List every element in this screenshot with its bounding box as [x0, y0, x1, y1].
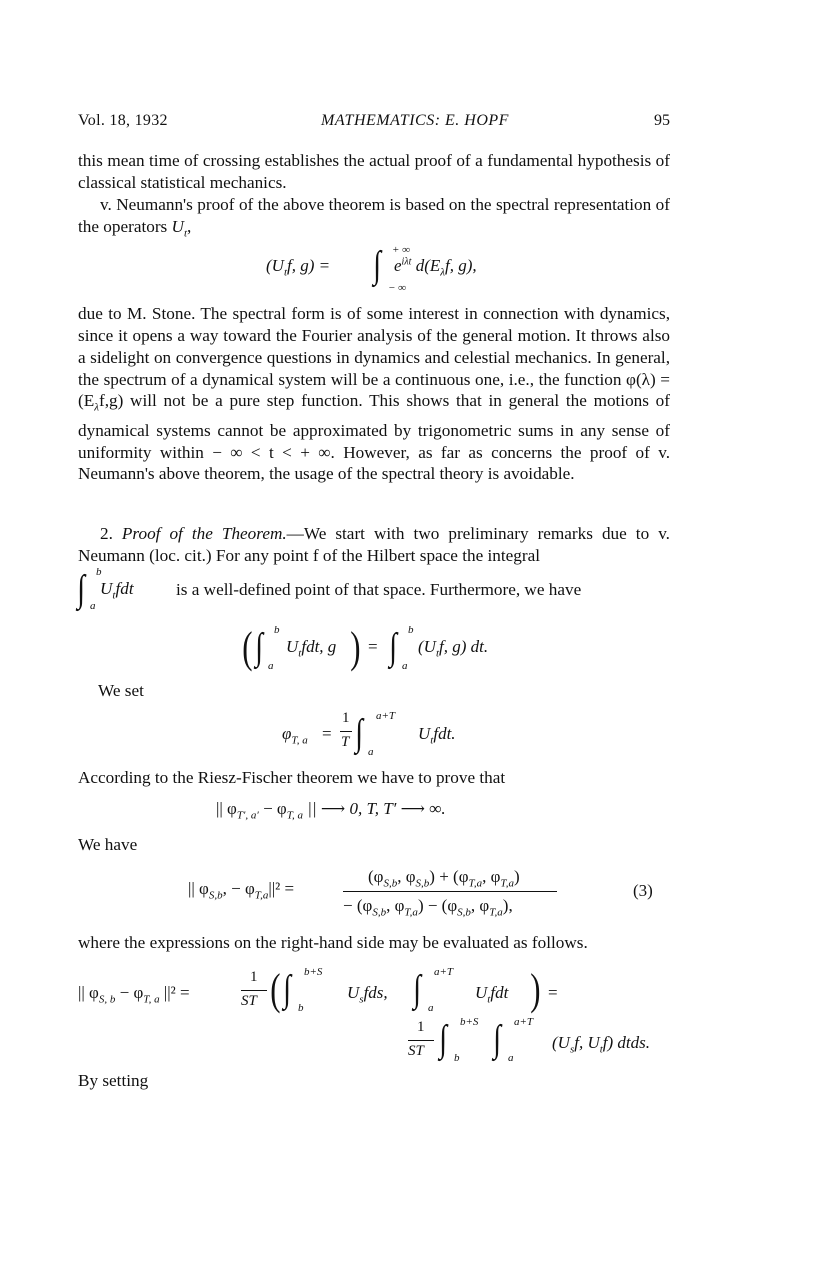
- integral-lower-limit: b: [454, 1052, 460, 1064]
- integral-sign: ∫: [77, 568, 86, 610]
- integral-upper-limit: b: [408, 624, 414, 636]
- paragraph-continuation: [78, 150, 670, 194]
- eq-sub: t: [487, 993, 491, 1006]
- eq-body: U: [475, 983, 488, 1002]
- integral-lower-limit: a: [402, 660, 408, 672]
- eq-sub: T, a: [286, 809, 304, 822]
- equation-number: (3): [633, 881, 653, 900]
- eq-norm: || φ: [216, 799, 237, 818]
- paragraph-text: By setting: [78, 1071, 149, 1090]
- open-paren: (: [270, 965, 281, 1014]
- fraction-numerator: 1: [417, 1019, 425, 1035]
- integral-upper-limit: + ∞: [392, 244, 411, 256]
- header-title: MATHEMATICS: E. HOPF: [321, 112, 509, 129]
- fraction-denominator: T: [341, 734, 350, 750]
- eq-part: − (φ: [343, 896, 373, 915]
- integral-upper-limit: a+T: [514, 1016, 534, 1028]
- integral-upper-limit: a+T: [376, 710, 396, 722]
- eq-sub: λ: [440, 266, 445, 279]
- paragraph-text: where the expressions on the right-hand side may be evaluated as follows.: [78, 933, 588, 952]
- paragraph-stone: [78, 303, 670, 485]
- equation-convergence: [216, 799, 446, 821]
- eq-rest: d(E: [411, 256, 441, 275]
- eq-mid: − φ: [258, 799, 287, 818]
- operator-symbol: U: [171, 216, 184, 236]
- fraction-numerator: 1: [250, 969, 258, 985]
- fraction-bar: [241, 990, 267, 991]
- equation-norm-expansion-top: [368, 867, 520, 889]
- fraction-denominator: ST: [241, 993, 257, 1009]
- eq-sub: t: [599, 1043, 603, 1056]
- paragraph-text: v. Neumann's proof of the above theorem is based on the spectral representation of the operators: [78, 195, 670, 236]
- equation-norm-expansion-bottom: [343, 896, 513, 918]
- equation-norm-integral-lhs: [78, 983, 190, 1005]
- eq-sub: s: [359, 993, 364, 1006]
- eq-body: U: [418, 724, 431, 743]
- inline-integral: [100, 579, 134, 601]
- integral-sign: ∫: [373, 244, 382, 286]
- eq-part: , φ: [482, 867, 501, 886]
- eq-sub: T,a: [254, 889, 269, 902]
- eq-sub: t: [430, 734, 434, 747]
- fraction-bar: [340, 731, 352, 732]
- eq-rhs-end: f, g) dt.: [439, 637, 489, 656]
- eq-mid: f, U: [574, 1033, 600, 1052]
- equation-spectral: [266, 256, 330, 278]
- eq-integrand: e: [394, 256, 402, 275]
- paragraph-text: We have: [78, 835, 138, 854]
- eq-body: (U: [552, 1033, 570, 1052]
- open-paren: (: [242, 623, 253, 672]
- integral-lower-limit: − ∞: [388, 282, 407, 294]
- integral-lower-limit: b: [298, 1002, 304, 1014]
- equation-phi-def-body: [418, 724, 456, 746]
- fraction-bar: [343, 891, 557, 892]
- eq-part: ),: [502, 896, 513, 915]
- eq-end: ||² =: [159, 983, 190, 1002]
- eq-rest-end: f, g),: [445, 256, 477, 275]
- eq-part: ) + (φ: [429, 867, 469, 886]
- integral-upper-limit: b+S: [304, 966, 323, 978]
- close-paren: ): [350, 623, 361, 672]
- header-volume: Vol. 18, 1932: [78, 112, 168, 129]
- integral-lower-limit: a: [268, 660, 274, 672]
- eq-mid: , − φ: [222, 879, 255, 898]
- paragraph-text: —We start with two preliminary remarks due to v. Neumann (loc. cit.) For any point f of the Hilbert space the integral: [78, 524, 670, 565]
- paragraph-evaluate: [78, 932, 670, 954]
- eq-sub: s: [569, 1043, 575, 1056]
- eq-part: , φ: [470, 896, 490, 915]
- eq-body-end: fdt.: [433, 724, 456, 743]
- integral-upper-limit: b+S: [460, 1016, 479, 1028]
- eq-body: U: [286, 637, 299, 656]
- paragraph-by-setting: [78, 1070, 670, 1092]
- eq-exponent: iλt: [401, 256, 412, 268]
- paragraph-we-set: [98, 680, 298, 702]
- eq-part: (φ: [368, 867, 384, 886]
- paragraph-wellDefined: [176, 579, 670, 601]
- eq-end: fdt: [115, 579, 134, 598]
- eq-body: U: [347, 983, 360, 1002]
- integral-lower-limit: a: [368, 746, 374, 758]
- equation-norm-integral-first: [347, 983, 388, 1005]
- integral-lower-limit: a: [428, 1002, 434, 1014]
- paragraph-text: due to M. Stone. The spectral form is of some interest in connection with dynamics, since it opens a way toward the Fourier analysis of the general motion. It throws also a sidelight on convergence questions in dynamics and celestial mechanics. In general, the spectrum of a dynamical system will be a continuous one, i.e., the function φ(λ) = (E: [78, 304, 670, 411]
- integral-lower-limit: a: [508, 1052, 514, 1064]
- eq-end: || ⟶ 0, T, T′ ⟶ ∞.: [303, 799, 446, 818]
- equation-inner-product-lhs: [286, 637, 336, 659]
- section-title: Proof of the Theorem.: [121, 524, 287, 543]
- equals-sign: =: [548, 983, 558, 1002]
- eq-sub: S, b: [98, 993, 116, 1006]
- equals-sign: =: [322, 724, 332, 743]
- close-paren: ): [530, 965, 541, 1014]
- paragraph-text: According to the Riesz-Fischer theorem we have to prove that: [78, 768, 506, 787]
- eq-norm: || φ: [188, 879, 209, 898]
- paragraph-text: ,: [187, 216, 192, 236]
- eq-norm: || φ: [78, 983, 99, 1002]
- eq-sub: T, a: [143, 993, 160, 1006]
- paragraph-text: f,g) will not be a pure step function. This shows that in general the motions of dynamical systems cannot be approximated by trigonometric sums in any sense of uniformity within − ∞ < t < + ∞. However, as far as concerns the proof of v. Neumann's above theorem, the usage of the spectral theory is avoidable.: [78, 391, 670, 484]
- paragraph-we-have: [78, 834, 670, 856]
- fraction-denominator: ST: [408, 1043, 424, 1059]
- eq-sub: t: [283, 266, 288, 279]
- integral-sign: ∫: [493, 1018, 502, 1060]
- eq-sub: T,a: [500, 877, 514, 890]
- eq-body-end: fds,: [363, 983, 388, 1002]
- paragraph-riesz-fischer: [78, 767, 670, 789]
- eq-sub: S,b: [208, 889, 223, 902]
- eq-mid: − φ: [115, 983, 144, 1002]
- paragraph-spectral: [78, 194, 670, 245]
- eq-end: f) dtds.: [602, 1033, 651, 1052]
- fraction-numerator: 1: [342, 710, 350, 726]
- eq-sub: t: [298, 647, 302, 660]
- eq-sub: T,a: [468, 877, 483, 890]
- integral-sign: ∫: [283, 968, 292, 1010]
- eq-part: , φ: [386, 896, 405, 915]
- equation-inner-product-rhs: [418, 637, 488, 659]
- eq-sub: T′, a′: [236, 809, 259, 822]
- equation-spectral-integrand: [394, 256, 477, 278]
- eq-lhs: (U: [266, 256, 284, 275]
- fraction-bar: [408, 1040, 434, 1041]
- eq-part: , φ: [397, 867, 416, 886]
- integral-upper-limit: b: [274, 624, 280, 636]
- eq-sub: S,b: [372, 906, 387, 919]
- eq-body-end: fdt: [490, 983, 509, 1002]
- integral-sign: ∫: [355, 712, 364, 754]
- section-number: 2.: [100, 524, 113, 543]
- integral-sign: ∫: [439, 1018, 448, 1060]
- integral-lower-limit: a: [90, 600, 96, 612]
- eq-sub: t: [112, 589, 116, 602]
- eq-rhs: (U: [418, 637, 436, 656]
- header-page-number: 95: [654, 112, 670, 129]
- eq-sub: T,a: [489, 906, 503, 919]
- eq-sub: S,b: [457, 906, 471, 919]
- eq-sub: S,b: [383, 877, 398, 890]
- paragraph-text: We set: [98, 681, 144, 700]
- eq-phi: φ: [282, 724, 292, 743]
- lambda-subscript: λ: [94, 401, 99, 414]
- eq-end: ||² =: [268, 879, 295, 898]
- equation-phi-def-lhs: [282, 724, 308, 746]
- equation-norm-integral-second: [475, 983, 508, 1005]
- eq-sub: T,a: [404, 906, 418, 919]
- integral-upper-limit: a+T: [434, 966, 454, 978]
- integral-upper-limit: b: [96, 566, 102, 578]
- eq-part: ): [513, 867, 520, 886]
- eq-sub: S,b: [415, 877, 430, 890]
- eq-sub: t: [435, 647, 440, 660]
- eq-lhs-end: f, g) =: [287, 256, 331, 275]
- integral-sign: ∫: [413, 968, 422, 1010]
- paragraph-proof: [78, 523, 670, 567]
- paragraph-text: is a well-defined point of that space. Furthermore, we have: [176, 580, 582, 599]
- equals-sign: =: [368, 637, 378, 656]
- eq-part: ) − (φ: [417, 896, 458, 915]
- integral-sign: ∫: [255, 626, 264, 668]
- eq-body: U: [100, 579, 113, 598]
- integral-sign: ∫: [389, 626, 398, 668]
- equation-double-integral-body: [552, 1033, 650, 1055]
- eq-mid: fdt, g: [301, 637, 337, 656]
- operator-subscript: t: [183, 227, 188, 240]
- eq-sub: T, a: [291, 734, 308, 747]
- paragraph-text: this mean time of crossing establishes the actual proof of a fundamental hypothesis of classical statistical mechanics.: [78, 151, 670, 192]
- equation-norm-expansion-lhs: [188, 879, 294, 901]
